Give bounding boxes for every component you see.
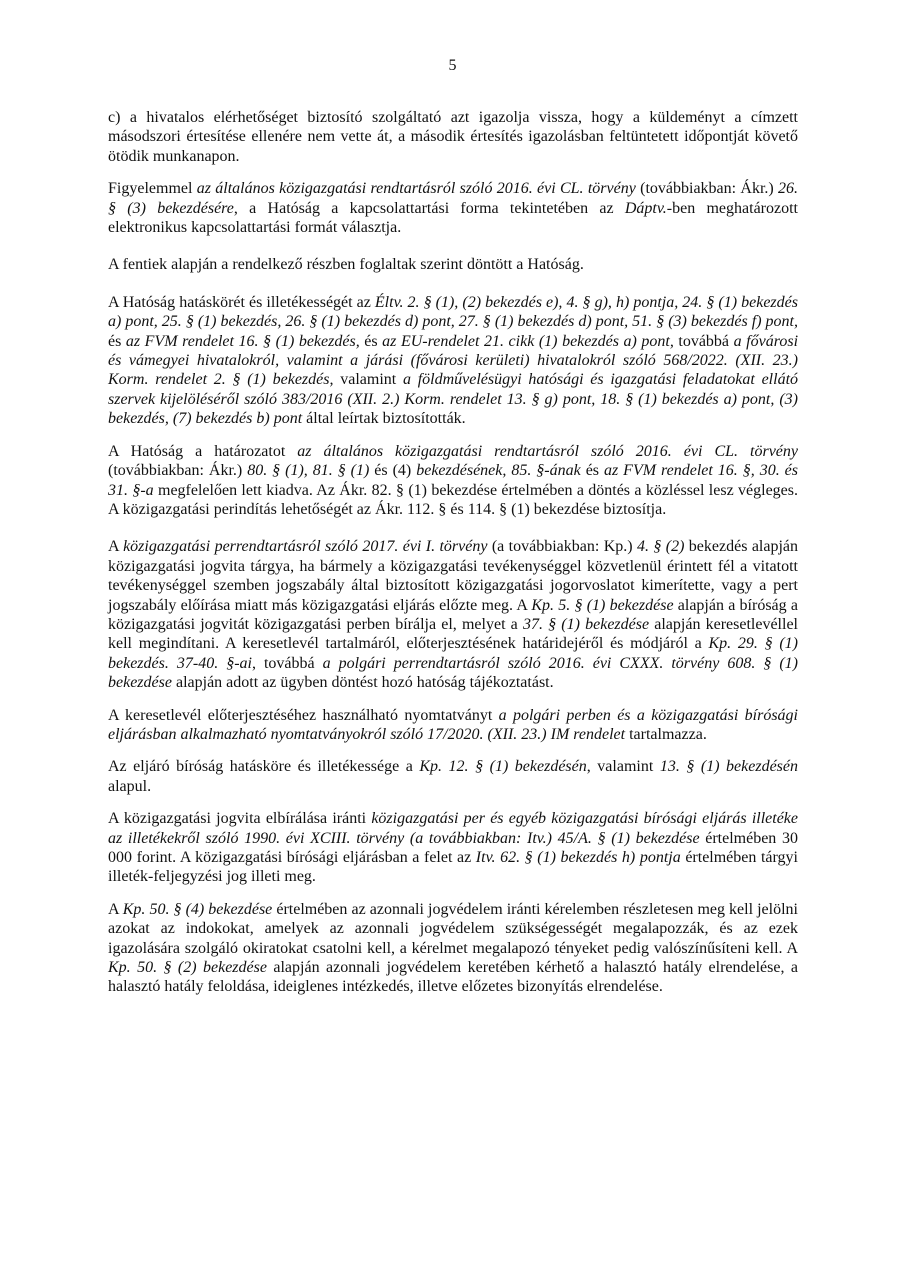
text-run: A közigazgatási jogvita elbírálása iránti: [108, 810, 372, 828]
legal-reference: Kp. 5. § (1) bekezdése: [531, 596, 674, 614]
legal-reference: Éltv. 2. § (1), (2) bekezdés e), 4. § g), h) pontja, 24. § (1) bekezdés a) pont, 25. § (1) bekezdés, 26. § (1) bekezdés d) pont, 27. § (1) bekezdés d) pont, 51. § (3) bekezdés f) pont,: [108, 293, 798, 331]
paragraph-administrative-litigation: [108, 537, 798, 692]
legal-reference: az általános közigazgatási rendtartásról szóló 2016. évi CL. törvény: [196, 180, 636, 198]
text-run: megfelelően lett kiadva. Az Ákr. 82. § (1) bekezdése értelmében a döntés a közléssel lesz végleges. A közigazgatási perindítás lehetőségét az Ákr. 112. § és 114. § (1) bekezdése biztosítja.: [108, 481, 798, 518]
text-run: és (4): [369, 462, 417, 480]
legal-reference: Kp. 50. § (4) bekezdése: [122, 900, 273, 918]
legal-reference: 80. § (1), 81. § (1): [247, 462, 370, 480]
text-run: , a Hatóság a kapcsolattartási forma tekintetében az: [233, 199, 625, 217]
text-run: , valamint: [586, 758, 660, 776]
text-run: alapján azonnali jogvédelem keretében kérhető a halasztó hatály elrendelése, a halasztó hatály feloldása, ideiglenes intézkedés, illetve előzetes bizonyítás elrendelése.: [108, 959, 799, 996]
text-run: alapján a bíróság a közigazgatási jogvitát közigazgatási perben bírálja el, melyet a: [108, 596, 798, 633]
paragraph-immediate-legal-protection: [108, 900, 798, 997]
legal-reference: Dáptv.: [624, 199, 667, 217]
paragraph-decision-issued: [108, 442, 798, 520]
text-run: (továbbiakban: Ákr.): [635, 180, 779, 198]
text-run: értelmében tárgyi illeték-feljegyzési jog illeti meg.: [108, 849, 799, 886]
text-run: valamint: [333, 371, 403, 389]
paragraph-competence: [108, 293, 798, 429]
text-run: Figyelemmel: [108, 180, 197, 198]
legal-reference: bekezdésének, 85. §-ának: [416, 462, 581, 480]
legal-reference: Itv. 62. § (1) bekezdés h) pontja: [475, 849, 681, 866]
paragraph-claim-form: [108, 706, 798, 745]
text-run: -ben meghatározott elektronikus kapcsolattartási formát választja.: [108, 199, 798, 237]
paragraph-contact-form: [108, 179, 798, 237]
text-run: és: [359, 332, 383, 350]
text-run: A: [108, 900, 123, 918]
text-run: és: [108, 332, 126, 350]
legal-reference: a polgári perben és a közigazgatási bírósági eljárásban alkalmazható nyomtatványokról szóló 17/2020. (XII. 23.) IM rendelet: [108, 706, 798, 743]
text-run: alapul.: [108, 777, 152, 795]
text-run: A Hatóság hatáskörét és illetékességét az: [108, 293, 375, 311]
text-run: értelmében az azonnali jogvédelem iránti kérelemben részletesen meg kell jelölni azokat az indokokat, amelyek az azonnali jogvédelem szükségességét megalapozzák, és az ezek igazolására szolgáló okiratokat csatolni kell, a kérelmet megalapozó tényeket pedig valószínűsíteni kell. A: [108, 900, 798, 957]
text-run: alapján keresetlevéllel kell megindítani. A keresetlevél tartalmáról, előterjesztésének határidejéről és módjáról a: [108, 615, 798, 653]
text-run: továbbá: [673, 332, 734, 350]
legal-reference: 37. § (1) bekezdése: [522, 615, 650, 633]
paragraph-court-competence: [108, 757, 798, 796]
legal-reference: az FVM rendelet 16. §, 30. és 31. §-a: [108, 462, 799, 499]
document-body: [108, 108, 798, 1010]
legal-reference: 13. § (1) bekezdésén: [659, 758, 799, 776]
paragraph-decision-basis: [108, 255, 798, 274]
legal-reference: az FVM rendelet 16. § (1) bekezdés,: [125, 332, 360, 350]
legal-reference: Kp. 50. § (2) bekezdése: [108, 959, 267, 977]
page-number: 5: [448, 57, 457, 74]
text-run: , továbbá: [251, 654, 323, 672]
paragraph-court-fee: [108, 809, 798, 887]
legal-reference: 4. § (2): [636, 538, 685, 556]
text-run: A fentiek alapján a rendelkező részben foglaltak szerint döntött a Hatóság.: [108, 256, 584, 274]
legal-reference: 26. § (3) bekezdésére: [108, 180, 799, 217]
legal-reference: a földművelésügyi hatósági és igazgatási feladatokat ellátó szervek kijelöléséről szóló 383/2016 (XII. 2.) Korm. rendelet 13. § g) pont, 18. § (1) bekezdés a) pont, (3) bekezdés, (7) bekezdés b) pont: [108, 371, 799, 428]
text-run: értelmében 30 000 forint. A közigazgatási bírósági eljárásban a felet az: [108, 829, 798, 866]
text-run: (továbbiakban: Ákr.): [108, 462, 248, 480]
text-run: c) a hivatalos elérhetőséget biztosító szolgáltató azt igazolja vissza, hogy a küldeményt a címzett másodszori értesítése ellenére nem vette át, a második értesítés igazolásban feltüntetett időpontját követő ötödik munkanapon.: [108, 109, 798, 165]
legal-reference: Kp. 29. § (1) bekezdés. 37-40. §-ai: [108, 635, 799, 672]
text-run: által leírtak biztosították.: [302, 410, 466, 428]
text-run: tartalmazza.: [625, 725, 707, 743]
legal-reference: Kp. 12. § (1) bekezdésén: [419, 758, 587, 776]
legal-reference: a fővárosi és vámegyei hivatalokról, valamint a járási (fővárosi kerületi) hivatalokról szóló 568/2022. (XII. 23.) Korm. rendelet 2. § (1) bekezdés,: [108, 332, 799, 389]
legal-reference: az általános közigazgatási rendtartásról szóló 2016. évi CL. törvény: [297, 442, 798, 460]
text-run: A Hatóság a határozatot: [108, 442, 298, 460]
paragraph-delivery-clause-c: [108, 108, 798, 166]
text-run: bekezdés alapján közigazgatási jogvita tárgya, ha bármely a közigazgatási tevékenységgel közvetlenül érintett fél a vitatott tevékenységgel szemben jogszabály által biztosított közigazgatási jogorvoslatot kimerítette, vagy a pert jogszabály előírása miatt más közigazgatási eljárás előzte meg. A: [108, 538, 799, 614]
legal-reference: az EU-rendelet 21. cikk (1) bekezdés a) pont,: [382, 332, 674, 350]
text-run: Az eljáró bíróság hatásköre és illetékessége a: [108, 758, 420, 776]
text-run: (a továbbiakban: Kp.): [487, 538, 637, 556]
text-run: alapján adott az ügyben döntést hozó hatóság tájékoztatást.: [171, 674, 554, 692]
text-run: A keresetlevél előterjesztéséhez használható nyomtatványt: [108, 706, 499, 724]
legal-reference: közigazgatási perrendtartásról szóló 2017. évi I. törvény: [123, 538, 488, 556]
text-run: A: [108, 538, 124, 556]
legal-reference: közigazgatási per és egyéb közigazgatási bírósági eljárás illetéke az illetékekről szóló 1990. évi XCIII. törvény (a továbbiakban: Itv.) 45/A. § (1) bekezdése: [108, 810, 799, 847]
legal-reference: a polgári perrendtartásról szóló 2016. évi CXXX. törvény 608. § (1) bekezdése: [108, 654, 798, 692]
text-run: és: [580, 462, 604, 480]
